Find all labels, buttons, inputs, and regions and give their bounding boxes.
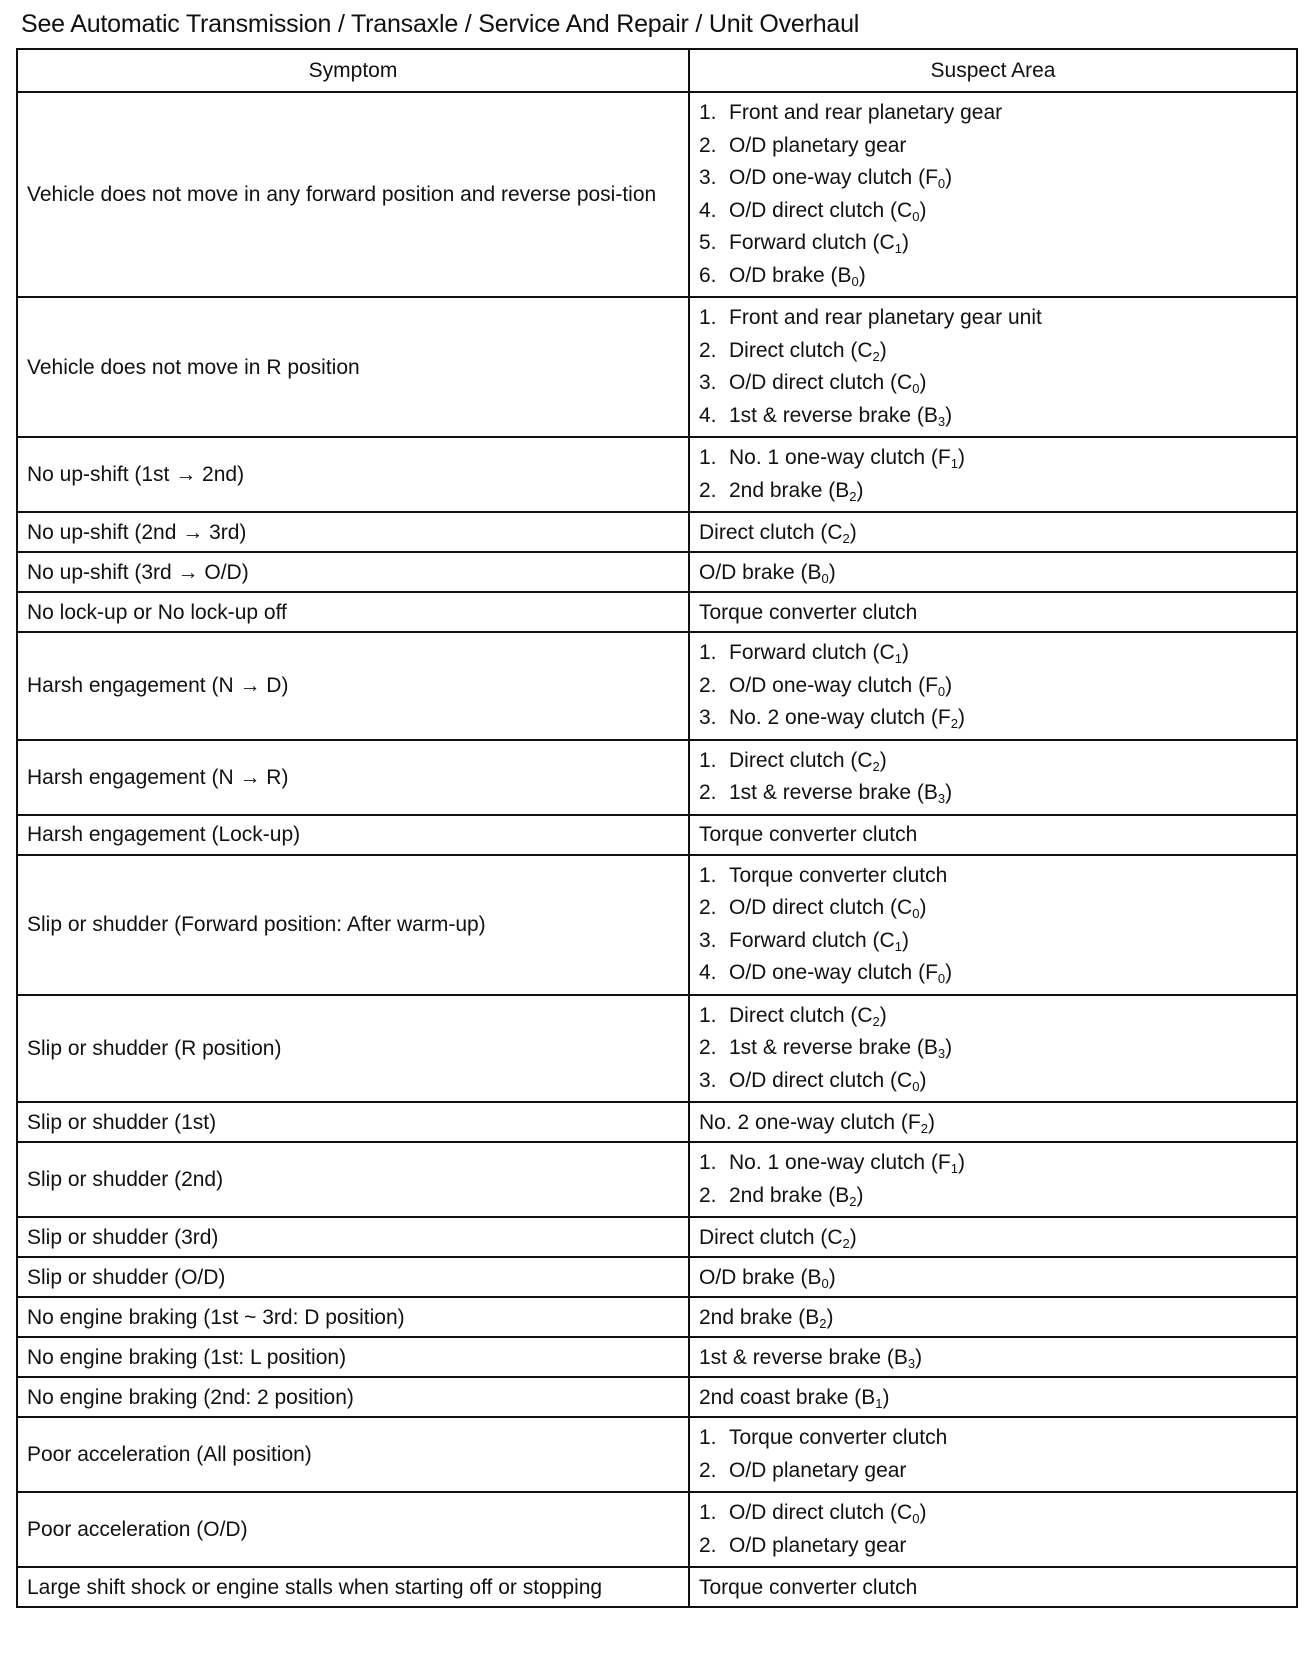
table-row	[17, 297, 1297, 437]
list-item	[699, 745, 1287, 778]
suspect-text: Direct clutch (C	[729, 1003, 873, 1027]
list-item	[699, 195, 1287, 228]
text: 2nd coast brake (B	[699, 1385, 876, 1409]
suspect-cell	[689, 632, 1297, 740]
text: )	[945, 781, 953, 804]
text: 2.	[699, 133, 717, 157]
suspect-text: O/D planetary gear	[729, 1458, 907, 1482]
text: )	[958, 706, 965, 729]
suspect-text: O/D one-way clutch (F	[729, 961, 938, 984]
table-row	[17, 512, 1297, 552]
subscript: 2	[920, 1120, 928, 1136]
list-item	[699, 702, 1287, 735]
text: )	[858, 263, 866, 287]
table-row	[17, 437, 1297, 512]
symptom-cell: No engine braking (1st: L position)	[17, 1337, 689, 1377]
symptom-cell: No engine braking (1st ~ 3rd: D position)	[17, 1297, 689, 1337]
text: 1.	[699, 1426, 717, 1449]
text: 6.	[699, 263, 717, 287]
table-header-row	[17, 49, 1297, 92]
subscript: 2	[842, 530, 850, 546]
suspect-text: Forward clutch (C	[729, 928, 895, 952]
symptom-cell: Harsh engagement (N → R)	[17, 740, 689, 815]
symptom-cell: Vehicle does not move in R position	[17, 297, 689, 437]
list-item	[699, 957, 1287, 990]
subscript: 2	[872, 1013, 880, 1029]
symptom-cell: No lock-up or No lock-up off	[17, 592, 689, 632]
text: )	[882, 1385, 890, 1409]
table-row	[17, 1217, 1297, 1257]
text: 2.	[699, 338, 717, 362]
subscript: 1	[894, 651, 902, 666]
text: )	[901, 641, 909, 664]
text: 3.	[699, 166, 717, 189]
text: )	[958, 1151, 965, 1174]
text: )	[919, 896, 927, 919]
subscript: 0	[912, 208, 920, 224]
symptom-cell: No up-shift (2nd → 3rd)	[17, 512, 689, 552]
table-row	[17, 995, 1297, 1103]
suspect-cell	[689, 92, 1297, 297]
table-row	[17, 1377, 1297, 1417]
subscript: 0	[821, 570, 829, 586]
suspect-cell	[689, 1337, 1297, 1377]
text: 2.	[699, 673, 717, 697]
subscript: 0	[912, 381, 920, 396]
subscript: 2	[849, 488, 857, 504]
list-item	[699, 227, 1287, 260]
subscript: 1	[875, 1395, 883, 1411]
table-row	[17, 1337, 1297, 1377]
list-item	[699, 475, 1287, 508]
text: Torque converter clutch	[699, 1575, 918, 1599]
text: 1.	[699, 1501, 717, 1524]
suspect-cell	[689, 1492, 1297, 1567]
list-item	[699, 1147, 1287, 1180]
suspect-text: O/D one-way clutch (F	[729, 673, 938, 697]
text: 1.	[699, 1003, 717, 1027]
table-row	[17, 592, 1297, 632]
text: )	[945, 1036, 953, 1059]
suspect-text: Direct clutch (C	[729, 748, 873, 772]
subscript: 0	[821, 1275, 829, 1291]
table-row	[17, 1257, 1297, 1297]
text: Torque converter clutch	[699, 823, 918, 846]
text: 4.	[699, 961, 717, 984]
suspect-cell	[689, 1417, 1297, 1492]
text: 1.	[699, 446, 717, 469]
text: 3.	[699, 1068, 717, 1092]
list-item	[699, 1455, 1287, 1488]
text: 1st & reverse brake (B	[699, 1345, 908, 1369]
table-body	[17, 92, 1297, 1607]
text: )	[849, 1225, 857, 1249]
subscript: 2	[872, 758, 880, 774]
suspect-text: No. 2 one-way clutch (F	[729, 706, 951, 729]
diagnosis-table	[16, 48, 1298, 1608]
text: )	[945, 961, 953, 984]
symptom-cell: Poor acceleration (All position)	[17, 1417, 689, 1492]
suspect-text: O/D direct clutch (C	[729, 198, 913, 222]
list-item	[699, 130, 1287, 163]
subscript: 1	[950, 456, 958, 471]
suspect-text: O/D direct clutch (C	[729, 896, 913, 919]
text: 2.	[699, 1183, 717, 1207]
table-row	[17, 1417, 1297, 1492]
subscript: 0	[937, 971, 946, 986]
symptom-cell: Poor acceleration (O/D)	[17, 1492, 689, 1567]
table-row	[17, 1102, 1297, 1142]
list-item	[699, 367, 1287, 400]
suspect-text: No. 1 one-way clutch (F	[729, 1151, 951, 1174]
text: )	[879, 338, 887, 362]
table-row	[17, 1567, 1297, 1607]
suspect-cell	[689, 1567, 1297, 1607]
suspect-text: Forward clutch (C	[729, 641, 895, 664]
subscript: 1	[894, 938, 902, 954]
header-suspect-area: Suspect Area	[689, 49, 1297, 92]
list-item	[699, 637, 1287, 670]
text: 2.	[699, 1458, 717, 1482]
text: 1.	[699, 306, 717, 329]
symptom-cell: No engine braking (2nd: 2 position)	[17, 1377, 689, 1417]
list-item	[699, 442, 1287, 475]
list-item	[699, 1422, 1287, 1455]
text: 4.	[699, 198, 717, 222]
suspect-cell	[689, 995, 1297, 1103]
subscript: 3	[937, 1046, 946, 1061]
suspect-text: 1st & reverse brake (B	[729, 781, 938, 804]
suspect-cell	[689, 512, 1297, 552]
suspect-cell	[689, 437, 1297, 512]
table-row	[17, 632, 1297, 740]
suspect-cell	[689, 552, 1297, 592]
subscript: 2	[819, 1315, 827, 1331]
text: )	[879, 748, 887, 772]
suspect-cell	[689, 1377, 1297, 1417]
text: )	[828, 560, 836, 584]
suspect-cell	[689, 740, 1297, 815]
suspect-text: 2nd brake (B	[729, 478, 850, 502]
suspect-text: Front and rear planetary gear unit	[729, 306, 1042, 329]
text: )	[945, 403, 953, 427]
suspect-cell	[689, 855, 1297, 995]
list-item	[699, 97, 1287, 130]
text: 1.	[699, 1151, 717, 1174]
subscript: 0	[912, 1511, 920, 1526]
text: 1.	[699, 863, 717, 887]
suspect-text: O/D planetary gear	[729, 133, 907, 157]
text: 2nd brake (B	[699, 1305, 820, 1329]
list-item	[699, 400, 1287, 433]
table-row	[17, 740, 1297, 815]
symptom-cell: Large shift shock or engine stalls when starting off or stopping	[17, 1567, 689, 1607]
list-item	[699, 1530, 1287, 1563]
page-title: See Automatic Transmission / Transaxle / Service And Repair / Unit Overhaul	[21, 10, 860, 38]
suspect-text: O/D planetary gear	[729, 1533, 907, 1557]
symptom-cell: Vehicle does not move in any forward position and reverse posi-tion	[17, 92, 689, 297]
list-item	[699, 335, 1287, 368]
list-item	[699, 1000, 1287, 1033]
subscript: 2	[872, 348, 880, 364]
text: Direct clutch (C	[699, 1225, 843, 1249]
symptom-cell: Harsh engagement (Lock-up)	[17, 815, 689, 855]
table-row	[17, 1142, 1297, 1217]
table-row	[17, 552, 1297, 592]
suspect-cell	[689, 1142, 1297, 1217]
suspect-text: 1st & reverse brake (B	[729, 1036, 938, 1059]
suspect-text: 1st & reverse brake (B	[729, 403, 938, 427]
text: 2.	[699, 1533, 717, 1557]
suspect-cell	[689, 1102, 1297, 1142]
text: )	[901, 928, 909, 952]
text: 2.	[699, 1036, 717, 1059]
list-item	[699, 302, 1287, 335]
text: 1.	[699, 748, 717, 772]
text: 5.	[699, 231, 717, 254]
subscript: 3	[937, 791, 946, 806]
text: )	[828, 1265, 836, 1289]
text: 2.	[699, 781, 717, 804]
list-item	[699, 860, 1287, 893]
table-row	[17, 815, 1297, 855]
suspect-text: O/D direct clutch (C	[729, 1501, 913, 1524]
suspect-cell	[689, 592, 1297, 632]
symptom-cell: Harsh engagement (N → D)	[17, 632, 689, 740]
suspect-text: Front and rear planetary gear	[729, 101, 1003, 124]
text: )	[919, 1068, 927, 1092]
suspect-text: Torque converter clutch	[729, 1426, 948, 1449]
list-item	[699, 260, 1287, 293]
text: Torque converter clutch	[699, 600, 918, 624]
text: 4.	[699, 403, 717, 427]
list-item	[699, 925, 1287, 958]
text: )	[856, 1183, 864, 1207]
suspect-text: O/D brake (B	[729, 263, 852, 287]
symptom-cell: Slip or shudder (3rd)	[17, 1217, 689, 1257]
suspect-cell	[689, 1257, 1297, 1297]
text: )	[919, 371, 927, 394]
list-item	[699, 670, 1287, 703]
text: 2.	[699, 896, 717, 919]
text: O/D brake (B	[699, 1265, 822, 1289]
suspect-text: O/D direct clutch (C	[729, 1068, 913, 1092]
subscript: 0	[912, 1078, 920, 1094]
text: )	[856, 478, 864, 502]
symptom-cell: No up-shift (3rd → O/D)	[17, 552, 689, 592]
suspect-cell	[689, 1297, 1297, 1337]
symptom-cell: Slip or shudder (Forward position: After warm-up)	[17, 855, 689, 995]
subscript: 2	[842, 1235, 850, 1251]
suspect-text: O/D one-way clutch (F	[729, 166, 938, 189]
suspect-cell	[689, 297, 1297, 437]
text: 1.	[699, 641, 717, 664]
subscript: 1	[894, 241, 902, 256]
list-item	[699, 892, 1287, 925]
list-item	[699, 777, 1287, 810]
text: 1.	[699, 101, 717, 124]
symptom-cell: Slip or shudder (R position)	[17, 995, 689, 1103]
suspect-text: Direct clutch (C	[729, 338, 873, 362]
subscript: 2	[950, 716, 958, 731]
subscript: 0	[937, 683, 946, 699]
text: )	[945, 166, 953, 189]
subscript: 3	[937, 413, 946, 429]
text: 3.	[699, 371, 717, 394]
suspect-text: No. 1 one-way clutch (F	[729, 446, 951, 469]
subscript: 0	[912, 906, 920, 921]
text: )	[928, 1110, 935, 1134]
subscript: 3	[907, 1355, 916, 1371]
suspect-cell	[689, 1217, 1297, 1257]
text: No. 2 one-way clutch (F	[699, 1110, 921, 1134]
text: 2.	[699, 478, 717, 502]
subscript: 0	[937, 176, 946, 191]
suspect-text: Torque converter clutch	[729, 863, 948, 887]
symptom-cell: No up-shift (1st → 2nd)	[17, 437, 689, 512]
text: )	[919, 1501, 927, 1524]
table-row	[17, 1297, 1297, 1337]
symptom-cell: Slip or shudder (O/D)	[17, 1257, 689, 1297]
suspect-text: O/D direct clutch (C	[729, 371, 913, 394]
suspect-text: 2nd brake (B	[729, 1183, 850, 1207]
text: )	[945, 673, 953, 697]
text: 3.	[699, 928, 717, 952]
list-item	[699, 1497, 1287, 1530]
text: O/D brake (B	[699, 560, 822, 584]
list-item	[699, 1065, 1287, 1098]
text: )	[915, 1345, 923, 1369]
subscript: 0	[851, 273, 859, 289]
text: )	[879, 1003, 887, 1027]
symptom-cell: Slip or shudder (2nd)	[17, 1142, 689, 1217]
text: 3.	[699, 706, 717, 729]
subscript: 2	[849, 1193, 857, 1209]
text: Direct clutch (C	[699, 520, 843, 544]
text: )	[849, 520, 857, 544]
subscript: 1	[950, 1161, 958, 1176]
header-symptom: Symptom	[17, 49, 689, 92]
table-row	[17, 1492, 1297, 1567]
text: )	[901, 231, 909, 254]
list-item	[699, 1032, 1287, 1065]
symptom-cell: Slip or shudder (1st)	[17, 1102, 689, 1142]
suspect-text: Forward clutch (C	[729, 231, 895, 254]
table-row	[17, 855, 1297, 995]
list-item	[699, 162, 1287, 195]
text: )	[958, 446, 965, 469]
table-row	[17, 92, 1297, 297]
suspect-cell	[689, 815, 1297, 855]
text: )	[826, 1305, 834, 1329]
list-item	[699, 1180, 1287, 1213]
text: )	[919, 198, 927, 222]
